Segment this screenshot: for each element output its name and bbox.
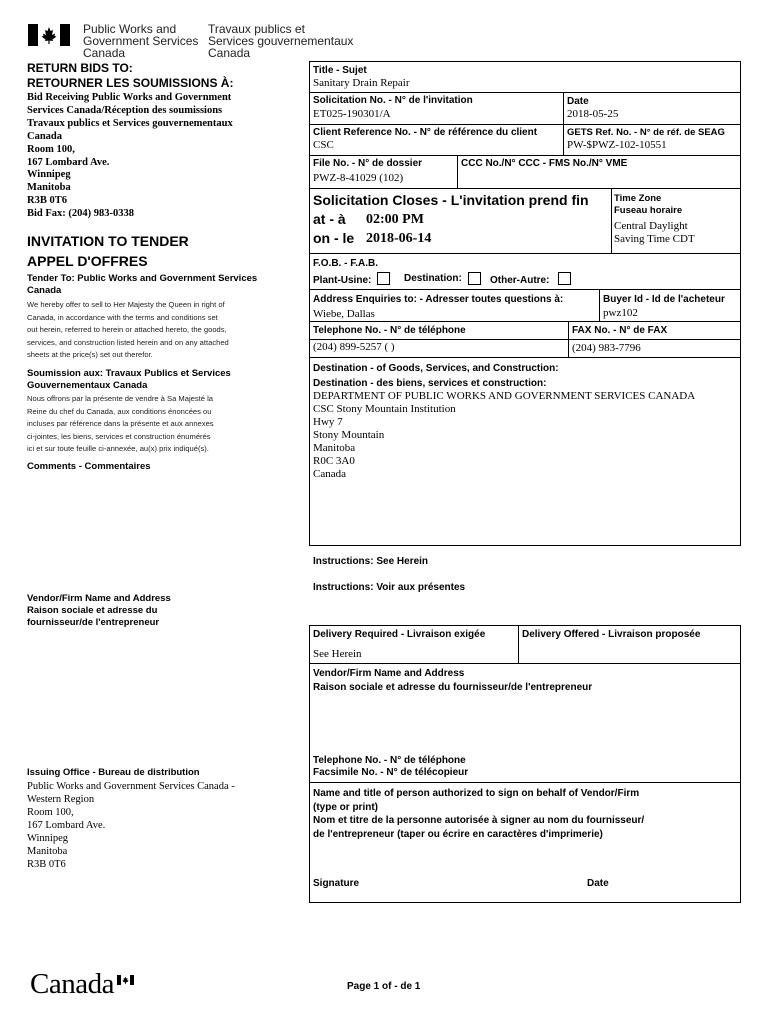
client-ref-label: Client Reference No. - N° de référence du client bbox=[313, 127, 538, 138]
date-label: Date bbox=[567, 96, 589, 107]
buyer-id-value: pwz102 bbox=[603, 307, 638, 319]
authorized-person-field[interactable] bbox=[313, 843, 737, 871]
destination-goods-label bbox=[313, 361, 559, 391]
issuing-line: R3B 0T6 bbox=[27, 859, 66, 870]
soumission-aux bbox=[27, 368, 231, 392]
authorized-line: (type or print) bbox=[313, 801, 378, 813]
destination-line: R0C 3A0 bbox=[313, 455, 355, 467]
tender-to-line: Canada bbox=[27, 285, 62, 296]
enquiries-label: Address Enquiries to: - Adresser toutes questions à: bbox=[313, 294, 564, 305]
telephone-value: (204) 899-5257 ( ) bbox=[313, 341, 395, 353]
date-value: 2018-05-25 bbox=[567, 108, 619, 120]
client-ref-value: CSC bbox=[313, 139, 334, 151]
delivery-offered-field[interactable] bbox=[522, 643, 737, 661]
offer-text-en bbox=[27, 299, 229, 362]
title-label: Title - Sujet bbox=[313, 65, 367, 76]
canada-wordmark bbox=[30, 967, 114, 1001]
comments-label: Comments - Commentaires bbox=[27, 461, 151, 472]
signature-date-label: Date bbox=[587, 878, 609, 889]
canada-flag-icon bbox=[28, 24, 70, 46]
offer-line: services, and construction listed herein and on any attached bbox=[27, 337, 229, 347]
offer-line: ici et sur toute feuille ci-annexée, au(x) prix indiqué(s). bbox=[27, 444, 209, 453]
issuing-line: Manitoba bbox=[27, 846, 68, 857]
address-line: Room 100, bbox=[27, 143, 75, 155]
issuing-line: Public Works and Government Services Canada - bbox=[27, 781, 235, 792]
issuing-office-label: Issuing Office - Bureau de distribution bbox=[27, 767, 200, 778]
destination-line: Manitoba bbox=[313, 442, 356, 454]
destination-line: CSC Stony Mountain Institution bbox=[313, 403, 456, 415]
org-name-en-line: Canada bbox=[83, 46, 126, 60]
time-zone-value-line: Central Daylight bbox=[614, 220, 688, 232]
tender-to bbox=[27, 273, 257, 297]
title-value: Sanitary Drain Repair bbox=[313, 77, 410, 89]
soumission-line: Gouvernementaux Canada bbox=[27, 380, 148, 391]
org-name-en-line: Government Services bbox=[83, 34, 199, 48]
plant-label: Plant-Usine: bbox=[313, 275, 372, 286]
vendor-left-line: Raison sociale et adresse du bbox=[27, 605, 158, 616]
file-no-label: File No. - N° de dossier bbox=[313, 158, 423, 169]
delivery-required-label: Delivery Required - Livraison exigée bbox=[313, 629, 486, 640]
time-zone-value-line: Saving Time CDT bbox=[614, 233, 695, 245]
other-label: Other-Autre: bbox=[490, 275, 550, 286]
fax-label: FAX No. - N° de FAX bbox=[572, 325, 668, 336]
instructions-fr: Instructions: Voir aux présentes bbox=[313, 582, 466, 593]
solicitation-no-value: ET025-190301/A bbox=[313, 108, 391, 120]
delivery-offered-label: Delivery Offered - Livraison proposée bbox=[522, 629, 701, 640]
org-name-en bbox=[83, 23, 198, 59]
org-name-fr-line: Canada bbox=[208, 46, 251, 60]
address-line: Manitoba bbox=[27, 182, 71, 194]
destination-line: Canada bbox=[313, 468, 346, 480]
plant-checkbox[interactable] bbox=[377, 272, 390, 285]
offer-line: Reine du chef du Canada, aux conditions énoncées ou bbox=[27, 406, 212, 416]
time-zone-value bbox=[614, 220, 695, 246]
closes-on-value: 2018-06-14 bbox=[366, 231, 432, 246]
org-name-fr bbox=[208, 23, 353, 59]
destination-line: Stony Mountain bbox=[313, 429, 385, 441]
wordmark-flag-icon bbox=[117, 972, 134, 982]
invitation-title bbox=[27, 231, 189, 271]
vendor-phone-label: Telephone No. - N° de téléphone bbox=[313, 755, 466, 766]
delivery-required-value: See Herein bbox=[313, 648, 362, 660]
org-name-en-line: Public Works and bbox=[83, 22, 177, 36]
org-name-fr-line: Services gouvernementaux bbox=[208, 34, 354, 48]
page-number: Page 1 of - de 1 bbox=[347, 981, 421, 992]
closes-at-label: at - à bbox=[313, 211, 346, 227]
address-line: Services Canada/Réception des soumissions bbox=[27, 104, 223, 116]
return-bids-title bbox=[27, 61, 233, 91]
address-line: Bid Receiving Public Works and Government bbox=[27, 92, 232, 103]
issuing-line: 167 Lombard Ave. bbox=[27, 820, 106, 831]
destination-address bbox=[313, 390, 695, 481]
gets-ref-label: GETS Ref. No. - N° de réf. de SEAG bbox=[567, 127, 725, 138]
solicitation-no-label: Solicitation No. - N° de l'invitation bbox=[313, 95, 473, 106]
signature-label: Signature bbox=[313, 878, 360, 889]
offer-line: Canada, in accordance with the terms and conditions set bbox=[27, 312, 218, 322]
fob-label: F.O.B. - F.A.B. bbox=[313, 258, 378, 269]
issuing-office-address bbox=[27, 780, 235, 871]
tender-to-line: Tender To: Public Works and Government Services bbox=[27, 273, 258, 284]
vendor-left-label bbox=[27, 593, 171, 629]
bid-fax-line: Bid Fax: (204) 983-0338 bbox=[27, 208, 135, 220]
closes-on-label: on - le bbox=[313, 230, 355, 246]
other-checkbox[interactable] bbox=[558, 272, 571, 285]
offer-line: ci-jointes, les biens, services et construction énumérés bbox=[27, 431, 211, 441]
file-no-value: PWZ-8-41029 (102) bbox=[313, 172, 404, 184]
authorized-line: Nom et titre de la personne autorisée à signer au nom du fournisseur/ bbox=[313, 815, 645, 826]
return-bids-title-fr: RETOURNER LES SOUMISSIONS À: bbox=[27, 76, 234, 90]
canada-wordmark-text: Canada bbox=[30, 968, 114, 1000]
vendor-fax-label: Facsimile No. - N° de télécopieur bbox=[313, 767, 469, 778]
destination-goods-label-fr: Destination - des biens, services et construction: bbox=[313, 378, 547, 389]
invitation-title-en: INVITATION TO TENDER bbox=[27, 233, 189, 249]
buyer-id-label: Buyer Id - Id de l'acheteur bbox=[603, 294, 725, 305]
soumission-line: Soumission aux: Travaux Publics et Services bbox=[27, 368, 231, 379]
solicitation-closes-title: Solicitation Closes - L'invitation prend fin bbox=[313, 192, 589, 208]
issuing-line: Winnipeg bbox=[27, 833, 68, 844]
invitation-title-fr: APPEL D'OFFRES bbox=[27, 253, 148, 269]
time-zone-label-fr: Fuseau horaire bbox=[614, 205, 683, 216]
vendor-name-label bbox=[313, 667, 592, 695]
address-line: Winnipeg bbox=[27, 169, 71, 181]
offer-line: incluses par référence dans la présente et aux annexes bbox=[27, 419, 214, 428]
return-bids-address bbox=[27, 92, 233, 221]
offer-line: We hereby offer to sell to Her Majesty the Queen in right of bbox=[27, 300, 225, 309]
authorized-person-label bbox=[313, 787, 644, 841]
gets-ref-value: PW-$PWZ-102-10551 bbox=[567, 139, 667, 151]
address-line: Travaux publics et Services gouvernementaux bbox=[27, 117, 233, 129]
offer-line: sheets at the price(s) set out therefor. bbox=[27, 350, 153, 359]
destination-line: Hwy 7 bbox=[313, 416, 343, 428]
address-line: Canada bbox=[27, 130, 63, 142]
issuing-line: Room 100, bbox=[27, 807, 74, 818]
vendor-name-field[interactable] bbox=[313, 697, 737, 751]
closes-at-value: 02:00 PM bbox=[366, 212, 424, 227]
instructions-en: Instructions: See Herein bbox=[313, 556, 429, 567]
offer-line: Nous offrons par la présente de vendre à Sa Majesté la bbox=[27, 394, 214, 403]
telephone-label: Telephone No. - N° de téléphone bbox=[313, 325, 466, 336]
destination-goods-label-en: Destination - of Goods, Services, and Construction: bbox=[313, 363, 559, 374]
issuing-line: Western Region bbox=[27, 794, 95, 805]
authorized-line: Name and title of person authorized to sign on behalf of Vendor/Firm bbox=[313, 788, 640, 799]
vendor-left-line: fournisseur/de l'entrepreneur bbox=[27, 617, 160, 628]
org-name-fr-line: Travaux publics et bbox=[208, 22, 305, 36]
offer-text-fr bbox=[27, 393, 214, 456]
ccc-no-label: CCC No./N° CCC - FMS No./N° VME bbox=[461, 158, 628, 169]
authorized-line: de l'entrepreneur (taper ou écrire en caractères d'imprimerie) bbox=[313, 828, 603, 840]
destination-line: DEPARTMENT OF PUBLIC WORKS AND GOVERNMENT SERVICES CANADA bbox=[313, 390, 696, 402]
enquiries-value: Wiebe, Dallas bbox=[313, 308, 375, 320]
return-bids-title-en: RETURN BIDS TO: bbox=[27, 61, 133, 75]
destination-label: Destination: bbox=[404, 273, 462, 284]
vendor-left-line: Vendor/Firm Name and Address bbox=[27, 593, 171, 604]
offer-line: out herein, referred to herein or attached hereto, the goods, bbox=[27, 325, 227, 334]
destination-checkbox[interactable] bbox=[468, 272, 481, 285]
address-line: 167 Lombard Ave. bbox=[27, 156, 110, 168]
vendor-name-label-fr: Raison sociale et adresse du fournisseur/de l'entrepreneur bbox=[313, 682, 593, 693]
address-line: R3B 0T6 bbox=[27, 195, 67, 207]
time-zone-label bbox=[614, 193, 682, 217]
vendor-name-label-en: Vendor/Firm Name and Address bbox=[313, 668, 465, 679]
time-zone-label-en: Time Zone bbox=[614, 193, 662, 204]
fax-value: (204) 983-7796 bbox=[572, 342, 641, 354]
